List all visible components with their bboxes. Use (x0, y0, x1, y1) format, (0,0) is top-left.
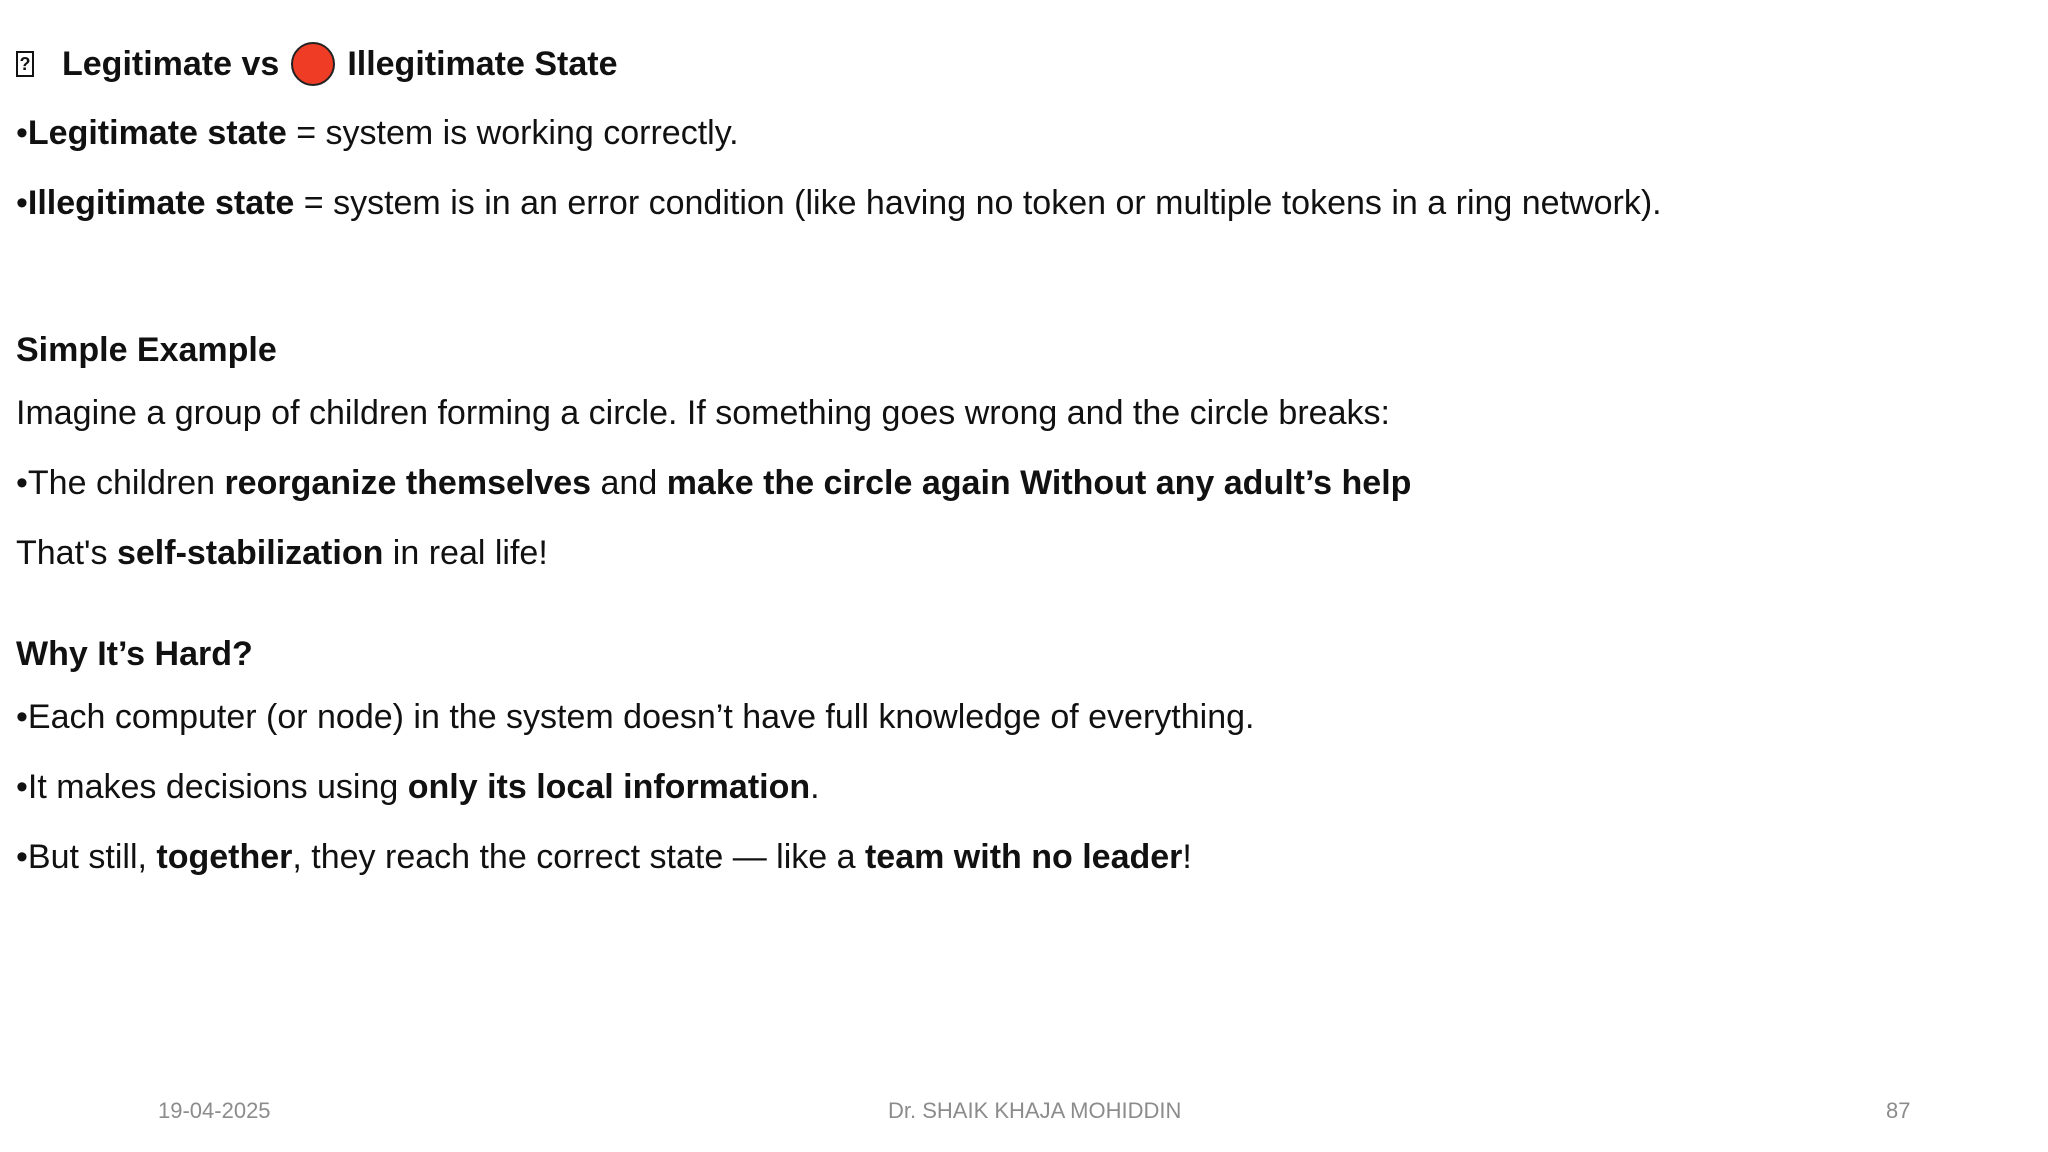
definition-legitimate (16, 111, 739, 155)
bullet: • (16, 114, 28, 152)
bullet: • (16, 698, 28, 736)
text-segment: and (591, 464, 667, 502)
bold-segment: together (156, 838, 293, 876)
title-part-2: Illegitimate State (347, 45, 618, 83)
footer-page-number: 87 (1886, 1098, 1911, 1123)
bold-segment: only its local information (407, 768, 811, 806)
bold-segment: reorganize themselves (224, 464, 592, 502)
why-item (16, 695, 1254, 739)
why-item (16, 835, 1192, 879)
text-segment: The children (27, 464, 225, 502)
why-heading: Why It’s Hard? (16, 635, 253, 673)
definition-illegitimate (16, 181, 1662, 225)
text-segment: . (810, 768, 820, 806)
example-closing (16, 531, 548, 575)
example-heading: Simple Example (16, 331, 277, 369)
bold-segment: self-stabilization (116, 534, 384, 572)
text-segment: , they reach the correct state — like a (292, 838, 865, 876)
bullet: • (16, 464, 28, 502)
title-part-1: Legitimate vs (62, 45, 280, 83)
bullet: • (16, 768, 28, 806)
text-segment: That's (16, 534, 117, 572)
text-segment: But still, (27, 838, 157, 876)
missing-glyph-icon: ? (16, 51, 34, 77)
text-segment: ! (1182, 838, 1192, 876)
footer-author: Dr. SHAIK KHAJA MOHIDDIN (888, 1098, 1182, 1123)
text-segment: Each computer (or node) in the system doesn’t have full knowledge of everything. (27, 698, 1255, 736)
definition-term: Legitimate state (27, 114, 287, 152)
why-item (16, 765, 820, 809)
definition-term: Illegitimate state (27, 184, 295, 222)
text-segment: in real life! (383, 534, 548, 572)
example-intro: Imagine a group of children forming a circle. If something goes wrong and the circle breaks: (16, 394, 1390, 432)
example-bullet (16, 461, 1411, 505)
bullet: • (16, 838, 28, 876)
definition-text: = system is in an error condition (like having no token or multiple tokens in a ring network). (294, 184, 1662, 222)
definition-text: = system is working correctly. (286, 114, 739, 152)
slide-title (16, 42, 618, 86)
text-segment: It makes decisions using (27, 768, 408, 806)
footer-date: 19-04-2025 (158, 1098, 271, 1123)
red-circle-icon (291, 42, 335, 86)
bold-segment: team with no leader (864, 838, 1183, 876)
bold-segment: make the circle again Without any adult’s help (666, 464, 1412, 502)
bullet: • (16, 184, 28, 222)
